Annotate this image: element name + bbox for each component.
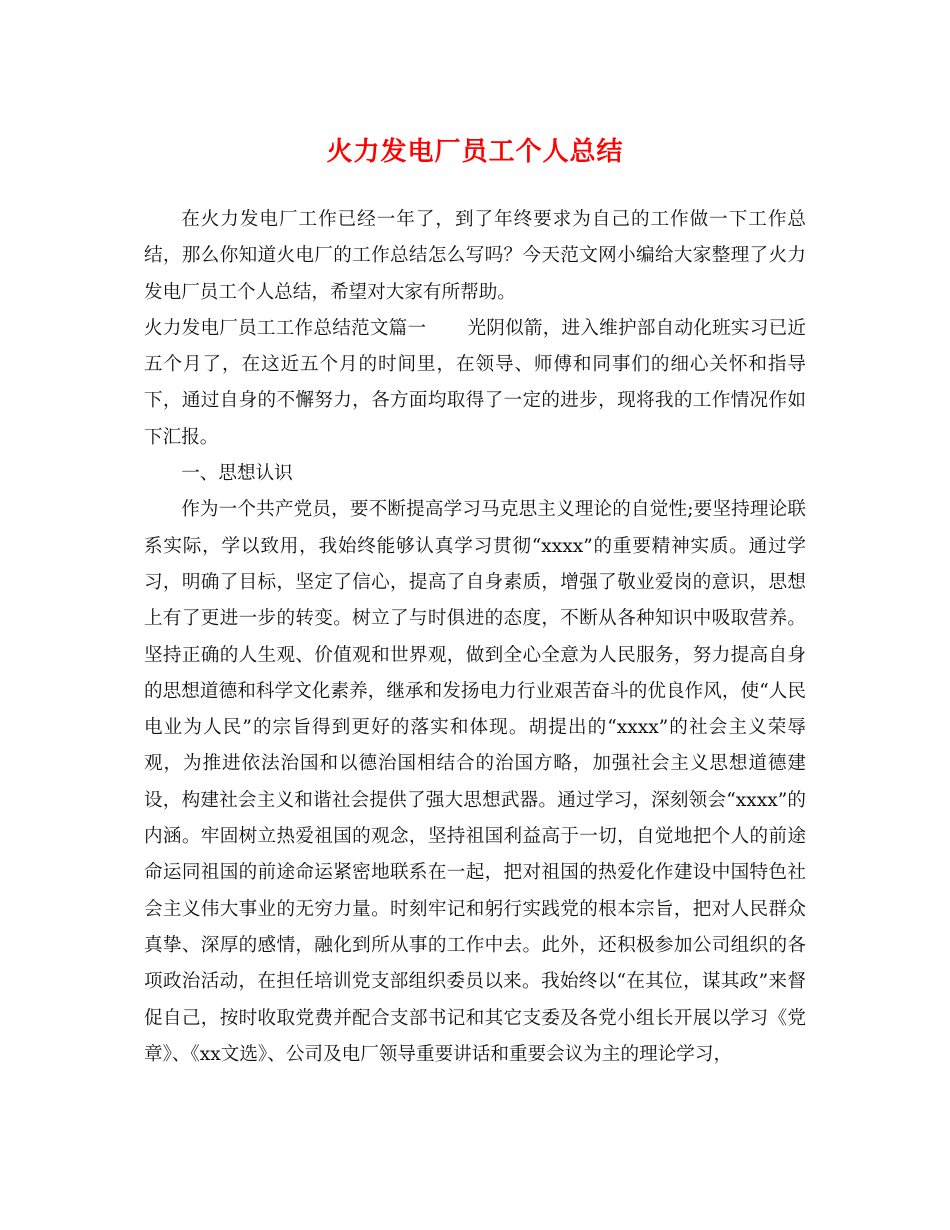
intro-paragraph: 在火力发电厂工作已经一年了，到了年终要求为自己的工作做一下工作总结，那么你知道火电厂的工作总结怎么写吗？今天范文网小编给大家整理了火力发电厂员工个人总结，希望对大家有所帮助。 <box>144 209 806 303</box>
sample-paragraph <box>144 311 806 456</box>
sample-text: 光阴似箭，进入维护部自动化班实习已近五个月了，在这近五个月的时间里，在领导、师傅和同事们的细心关怀和指导下，通过自身的不懈努力，各方面均取得了一定的进步，现将我的工作情况作如下汇报。 <box>144 317 806 448</box>
document-body <box>144 202 806 1073</box>
document-title: 火力发电厂员工个人总结 <box>326 137 624 167</box>
section1-paragraph: 作为一个共产党员，要不断提高学习马克思主义理论的自觉性;要坚持理论联系实际，学以致用，我始终能够认真学习贯彻“xxxx”的重要精神实质。通过学习，明确了目标，坚定了信心，提高了自身素质，增强了敬业爱岗的意识，思想上有了更进一步的转变。树立了与时俱进的态度，不断从各种知识中吸取营养。坚持正确的人生观、价值观和世界观，做到全心全意为人民服务，努力提高自身的思想道德和科学文化素养，继承和发扬电力行业艰苦奋斗的优良作风，使“人民电业为人民”的宗旨得到更好的落实和体现。胡提出的“xxxx”的社会主义荣辱观，为推进依法治国和以德治国相结合的治国方略，加强社会主义思想道德建设，构建社会主义和谐社会提供了强大思想武器。通过学习，深刻领会“xxxx”的内涵。牢固树立热爱祖国的观念，坚持祖国利益高于一切，自觉地把个人的前途命运同祖国的前途命运紧密地联系在一起，把对祖国的热爱化作建设中国特色社会主义伟大事业的无穷力量。时刻牢记和躬行实践党的根本宗旨，把对人民群众真挚、深厚的感情，融化到所从事的工作中去。此外，还积极参加公司组织的各项政治活动，在担任培训党支部组织委员以来。我始终以“在其位，谋其政”来督促自己，按时收取党费并配合支部书记和其它支委及各党小组长开展以学习《党章》、《xx文选》、公司及电厂领导重要讲话和重要会议为主的理论学习， <box>144 499 806 1065</box>
section1-heading: 一、思想认识 <box>181 463 293 485</box>
sample-label: 火力发电厂员工工作总结范文篇一 <box>144 317 427 339</box>
